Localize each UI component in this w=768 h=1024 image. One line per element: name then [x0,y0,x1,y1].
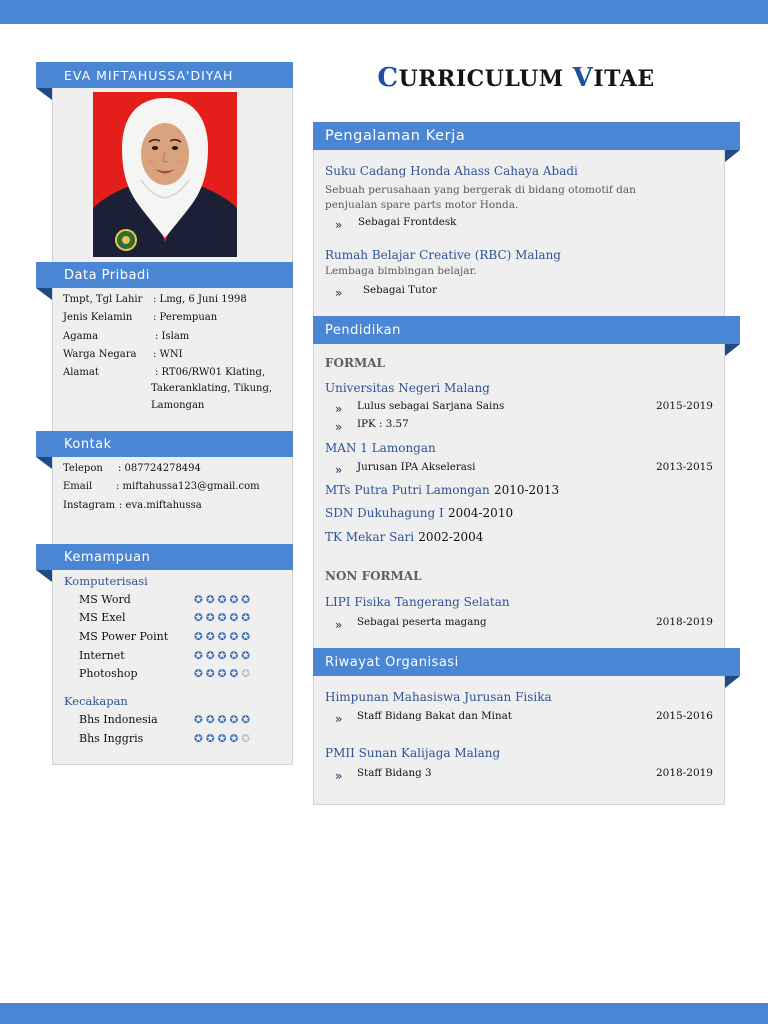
circled-star-icon: ✪ [205,594,218,606]
section-header-experience [313,122,740,150]
circled-star-icon: ✪ [217,714,230,726]
field-label: Jenis Kelamin [63,312,133,323]
school-name: MAN 1 Lamongan [325,441,436,455]
skill-name: MS Exel [79,611,126,624]
employer-name: Suku Cadang Honda Ahass Cahaya Abadi [325,164,578,178]
ribbon-fold [36,570,52,582]
double-chevron-right-icon [335,217,342,233]
section-title: Kontak [64,436,112,452]
circled-star-icon: ✪ [194,650,206,662]
circled-star-icon: ✪ [229,631,242,643]
ribbon-fold [725,344,740,356]
field-value-continued: Lamongan [151,400,205,411]
title-word: CURRICULUM [377,63,564,93]
skill-name: Bhs Indonesia [79,713,158,726]
field-value: : Lmg, 6 Juni 1998 [153,294,247,305]
circled-star-icon: ✪ [229,733,242,745]
portrait-image [93,92,237,257]
skill-rating [194,648,253,664]
field-value: : Perempuan [153,312,218,323]
year-range: 2018-2019 [656,616,713,628]
circled-star-icon: ✪ [241,714,254,726]
circled-star-icon: ✪ [194,733,206,745]
school-line [325,505,513,521]
double-chevron-right-icon [335,419,342,435]
ribbon-fold [725,150,740,162]
ribbon-fold [36,88,52,100]
job-role: Sebagai Tutor [363,284,437,296]
circled-star-icon: ✪ [194,594,206,606]
circled-star-icon: ✪ [217,668,230,680]
skill-rating [194,666,253,682]
section-header-personal [36,262,293,288]
circled-star-icon: ✪ [194,631,206,643]
school-line [325,482,559,498]
school-name: SDN Dukuhagung I [325,506,444,520]
skill-rating [194,712,253,728]
field-value-continued: Takeranklating, Tikung, [151,383,273,394]
circled-star-icon: ✪ [241,668,254,680]
skill-name: MS Power Point [79,630,169,643]
skill-rating [194,610,253,626]
job-role: Sebagai Frontdesk [358,216,457,228]
year-range: 2010-2013 [493,483,560,497]
school-name: LIPI Fisika Tangerang Selatan [325,595,510,609]
subsection-label: NON FORMAL [325,569,422,583]
circled-star-icon: ✪ [241,733,254,745]
field-value: : RT06/RW01 Klating, [155,367,266,378]
year-range: 2015-2016 [656,710,713,722]
field-label: Alamat [63,367,99,378]
skill-name: Photoshop [79,667,138,680]
circled-star-icon: ✪ [241,594,254,606]
field-label: Agama [63,331,99,342]
year-range: 2013-2015 [656,461,713,473]
education-detail: Jurusan IPA Akselerasi [357,461,476,473]
section-header-contact [36,431,293,457]
circled-star-icon: ✪ [229,650,242,662]
circled-star-icon: ✪ [205,668,218,680]
skill-rating [194,629,253,645]
skill-name: Bhs Inggris [79,732,144,745]
circled-star-icon: ✪ [217,733,230,745]
organization-name: PMII Sunan Kalijaga Malang [325,746,501,760]
employer-description: Lembaga bimbingan belajar. [325,265,477,277]
year-range: 2002-2004 [418,530,484,544]
circled-star-icon: ✪ [217,650,230,662]
ribbon-fold [36,288,52,300]
year-range: 2015-2019 [656,400,713,412]
field-value: : Islam [155,331,190,342]
circled-star-icon: ✪ [194,714,206,726]
section-header-organizations [313,648,740,676]
document-title [313,61,719,96]
organization-name: Himpunan Mahasiswa Jurusan Fisika [325,690,552,704]
circled-star-icon: ✪ [205,631,218,643]
name-banner [36,62,293,88]
circled-star-icon: ✪ [205,733,218,745]
circled-star-icon: ✪ [205,612,218,624]
year-range: 2018-2019 [656,767,713,779]
top-accent-bar [0,0,768,24]
double-chevron-right-icon [335,285,342,301]
circled-star-icon: ✪ [229,668,242,680]
contact-label: Email [63,481,93,492]
circled-star-icon: ✪ [205,714,218,726]
education-detail: IPK : 3.57 [357,418,409,430]
circled-star-icon: ✪ [241,631,254,643]
contact-label: Instagram [63,500,116,511]
double-chevron-right-icon [335,401,342,417]
circled-star-icon: ✪ [217,594,230,606]
contact-label: Telepon [63,463,103,474]
school-name: TK Mekar Sari [325,530,415,544]
skill-group-title: Komputerisasi [64,574,148,588]
ribbon-fold [725,676,740,688]
ribbon-fold [36,457,52,469]
circled-star-icon: ✪ [229,714,242,726]
section-title: Pendidikan [325,322,401,338]
year-range: 2004-2010 [447,506,514,520]
circled-star-icon: ✪ [241,650,254,662]
contact-email: : miftahussa123@gmail.com [116,481,260,492]
skill-rating [194,592,253,608]
contact-instagram: : eva.miftahussa [119,500,202,511]
circled-star-icon: ✪ [229,612,242,624]
skill-name: Internet [79,649,125,662]
full-name: EVA MIFTAHUSSA'DIYAH [64,67,234,83]
school-line [325,529,483,545]
school-name: Universitas Negeri Malang [325,381,490,395]
double-chevron-right-icon [335,462,342,478]
circled-star-icon: ✪ [205,650,218,662]
employer-description: Sebuah perusahaan yang bergerak di bidang otomotif dan [325,184,636,196]
field-label: Tmpt, Tgl Lahir [63,294,143,305]
employer-name: Rumah Belajar Creative (RBC) Malang [325,248,561,262]
organization-role: Staff Bidang Bakat dan Minat [357,710,512,722]
circled-star-icon: ✪ [241,612,254,624]
double-chevron-right-icon [335,617,342,633]
circled-star-icon: ✪ [217,631,230,643]
profile-photo [93,92,237,257]
circled-star-icon: ✪ [229,594,242,606]
education-detail: Lulus sebagai Sarjana Sains [357,400,505,412]
circled-star-icon: ✪ [194,668,206,680]
education-detail: Sebagai peserta magang [357,616,487,628]
subsection-label: FORMAL [325,356,385,370]
organization-role: Staff Bidang 3 [357,767,432,779]
employer-description: penjualan spare parts motor Honda. [325,199,519,211]
bottom-accent-bar [0,1003,768,1024]
circled-star-icon: ✪ [217,612,230,624]
section-title: Data Pribadi [64,267,150,283]
section-title: Kemampuan [64,549,151,565]
section-title: Pengalaman Kerja [325,128,466,144]
skill-group-title: Kecakapan [64,694,128,708]
skill-name: MS Word [79,593,131,606]
section-header-education [313,316,740,344]
section-title: Riwayat Organisasi [325,654,459,670]
contact-phone: : 087724278494 [118,463,201,474]
skill-rating [194,731,253,747]
field-label: Warga Negara [63,349,137,360]
circled-star-icon: ✪ [194,612,206,624]
title-word: VITAE [572,63,655,93]
school-name: MTs Putra Putri Lamongan [325,483,490,497]
field-value: : WNI [153,349,183,360]
section-header-skills [36,544,293,570]
double-chevron-right-icon [335,768,342,784]
double-chevron-right-icon [335,711,342,727]
